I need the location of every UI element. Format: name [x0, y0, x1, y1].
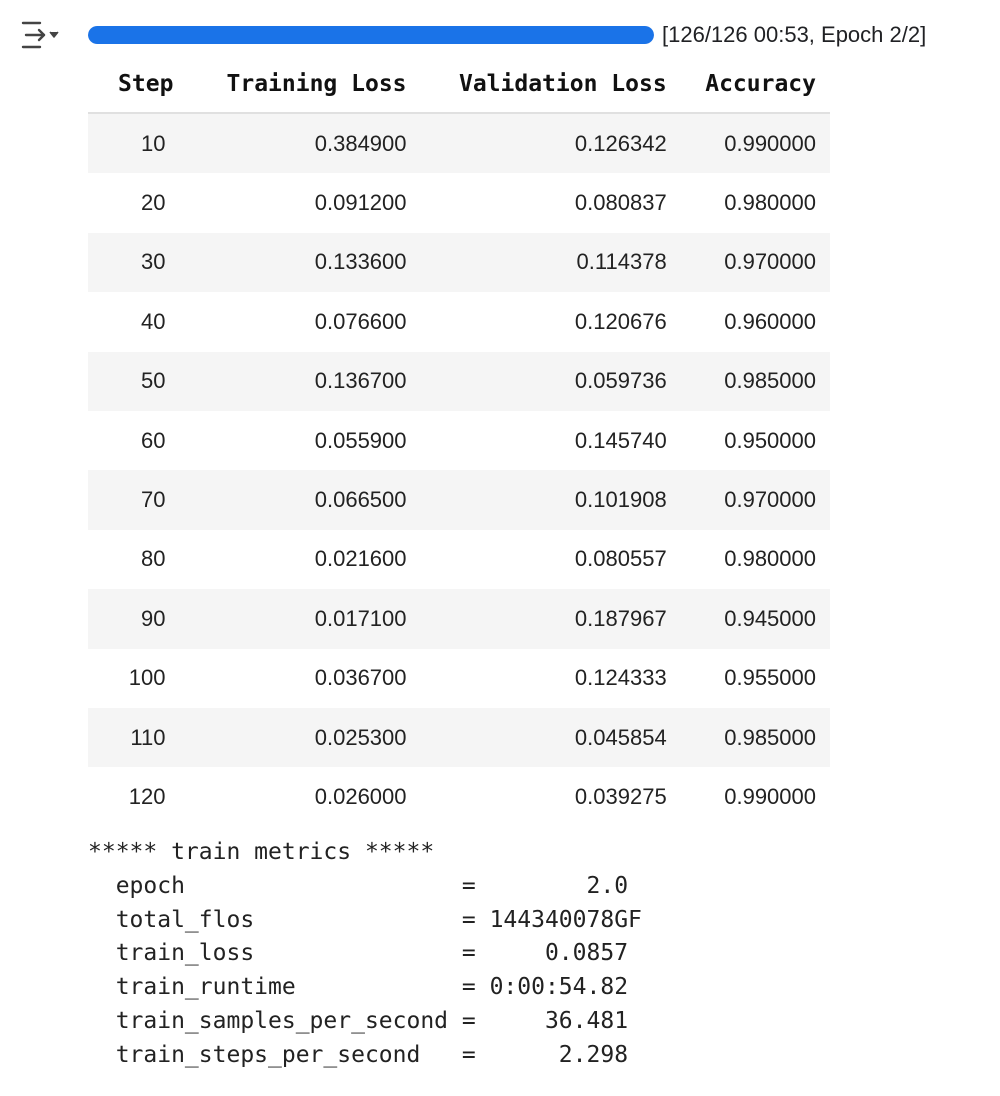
table-row	[88, 411, 830, 470]
cell-validation-loss: 0.145740	[574, 427, 667, 453]
cell-step: 70	[88, 470, 187, 529]
cell-step: 30	[88, 233, 187, 292]
cell-training-loss: 0.076600	[314, 308, 407, 334]
cell-validation-loss: 0.080557	[574, 546, 667, 572]
train-metric-line: train_runtime = 0:00:54.82	[88, 974, 629, 1001]
column-header-step: Step	[88, 56, 187, 113]
cell-training-loss: 0.133600	[187, 233, 420, 292]
table-row	[88, 589, 830, 648]
training-progress	[88, 18, 926, 52]
cell-step: 50	[88, 352, 187, 411]
cell-step: 120	[128, 783, 166, 809]
cell-step: 20	[140, 190, 166, 216]
cell-validation-loss: 0.059736	[421, 352, 681, 411]
train-metric-line: epoch = 2.0	[88, 872, 629, 899]
train-metrics-output	[88, 836, 642, 1073]
table-row	[88, 233, 830, 292]
cell-accuracy: 0.985000	[681, 708, 830, 767]
cell-training-loss: 0.091200	[314, 190, 407, 216]
table-row	[88, 649, 830, 708]
table-row	[88, 767, 830, 826]
table-row	[88, 470, 830, 529]
progress-bar-fill	[88, 26, 654, 44]
cell-accuracy: 0.960000	[724, 308, 816, 334]
cell-validation-loss: 0.114378	[421, 233, 681, 292]
train-metric-line: train_samples_per_second = 36.481	[88, 1007, 629, 1034]
train-metric-line: train_steps_per_second = 2.298	[88, 1041, 629, 1068]
cell-step: 80	[140, 546, 166, 572]
column-header-accuracy: Accuracy	[681, 56, 830, 113]
table-row	[88, 173, 830, 232]
train-metric-line: train_loss = 0.0857	[88, 940, 629, 967]
cell-training-loss: 0.136700	[187, 352, 420, 411]
progress-bar	[88, 26, 654, 44]
train-metric-line: total_flos = 144340078GF	[88, 906, 642, 933]
cell-accuracy: 0.970000	[681, 470, 830, 529]
cell-training-loss: 0.066500	[187, 470, 420, 529]
cell-validation-loss: 0.080837	[574, 190, 667, 216]
output-toggle-button[interactable]	[20, 18, 62, 52]
table-row	[88, 292, 830, 351]
table-header-row	[88, 56, 830, 113]
table-row	[88, 352, 830, 411]
column-header-training-loss: Training Loss	[187, 56, 420, 113]
cell-training-loss: 0.055900	[314, 427, 407, 453]
training-metrics-table	[88, 56, 830, 827]
cell-accuracy: 0.985000	[681, 352, 830, 411]
cell-accuracy: 0.990000	[681, 113, 830, 173]
cell-accuracy: 0.980000	[724, 546, 816, 572]
cell-accuracy: 0.950000	[724, 427, 816, 453]
cell-accuracy: 0.955000	[724, 665, 816, 691]
output-collapse-icon	[20, 18, 62, 52]
cell-validation-loss: 0.045854	[421, 708, 681, 767]
cell-step: 100	[128, 665, 166, 691]
train-metrics-header: ***** train metrics *****	[88, 839, 435, 865]
cell-training-loss: 0.017100	[187, 589, 420, 648]
cell-accuracy: 0.970000	[681, 233, 830, 292]
cell-training-loss: 0.025300	[187, 708, 420, 767]
progress-status-text: [126/126 00:53, Epoch 2/2]	[662, 22, 927, 47]
cell-step: 10	[88, 113, 187, 173]
cell-training-loss: 0.036700	[314, 665, 407, 691]
table-row	[88, 530, 830, 589]
cell-validation-loss: 0.120676	[574, 308, 667, 334]
cell-validation-loss: 0.126342	[421, 113, 681, 173]
cell-accuracy: 0.945000	[681, 589, 830, 648]
cell-step: 60	[140, 427, 166, 453]
cell-validation-loss: 0.187967	[421, 589, 681, 648]
cell-training-loss: 0.384900	[187, 113, 420, 173]
cell-validation-loss: 0.124333	[574, 665, 667, 691]
cell-step: 40	[140, 308, 166, 334]
table-row	[88, 708, 830, 767]
cell-training-loss: 0.021600	[314, 546, 407, 572]
column-header-validation-loss: Validation Loss	[421, 56, 681, 113]
cell-step: 90	[88, 589, 187, 648]
cell-validation-loss: 0.039275	[574, 783, 667, 809]
cell-validation-loss: 0.101908	[421, 470, 681, 529]
table-row	[88, 113, 830, 173]
cell-step: 110	[88, 708, 187, 767]
cell-accuracy: 0.990000	[724, 783, 816, 809]
cell-training-loss: 0.026000	[314, 783, 407, 809]
cell-accuracy: 0.980000	[724, 190, 816, 216]
